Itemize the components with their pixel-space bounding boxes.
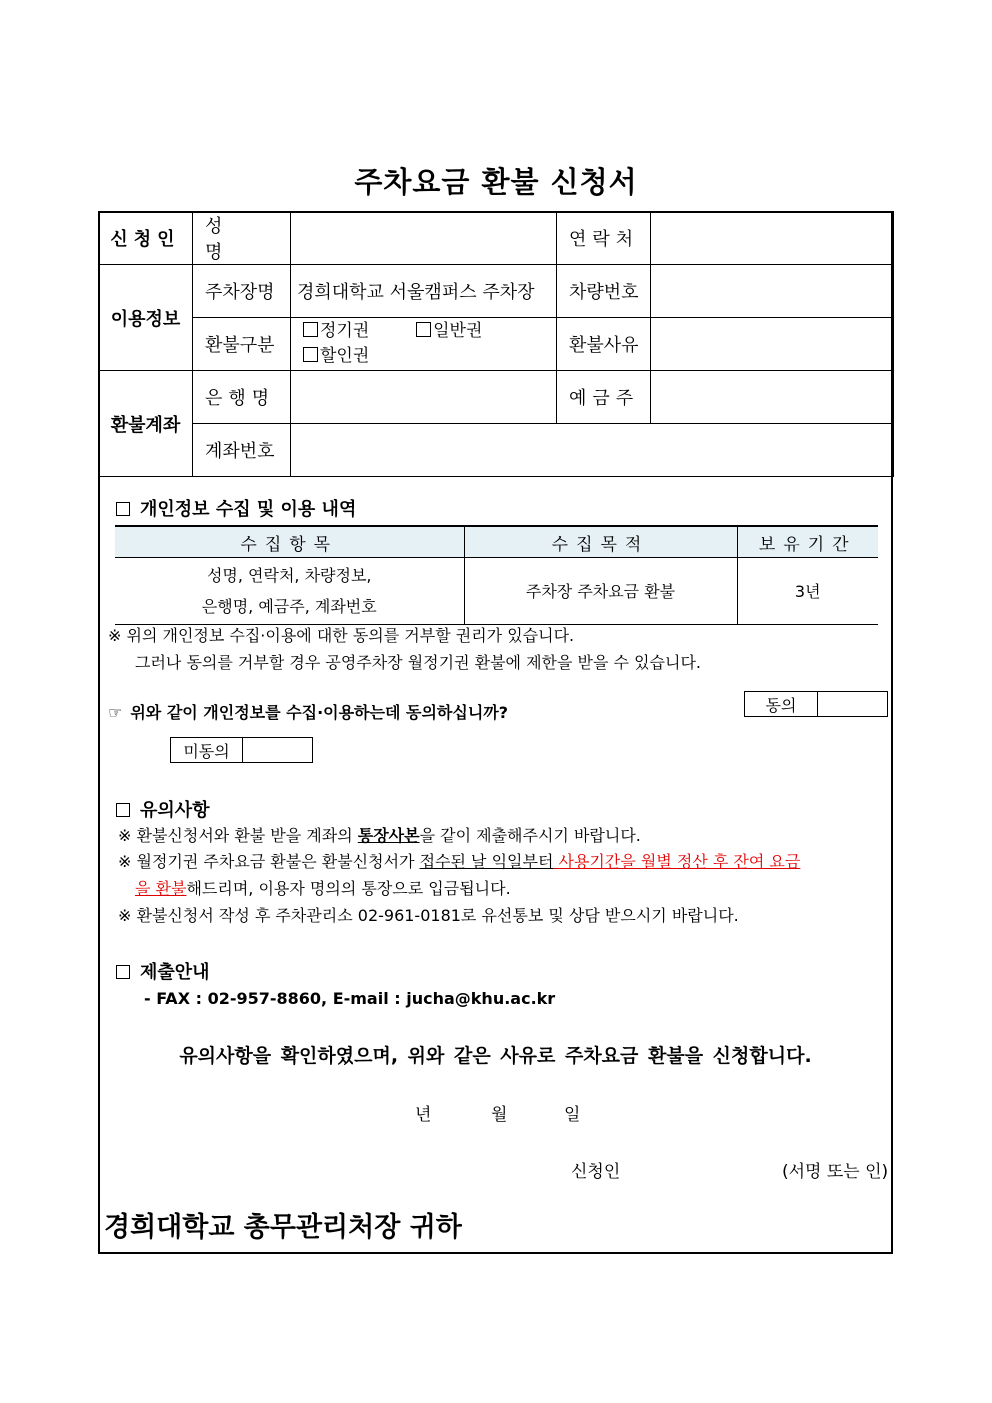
refund-type-options <box>291 318 557 371</box>
vehicle-label: 차량번호 <box>557 265 651 318</box>
square-icon <box>116 502 130 516</box>
applicant-header: 신청인 <box>99 212 193 265</box>
caution-2: ※ 월정기권 주차요금 환불은 환불신청서가 접수된 날 익일부터 사용기간을 월별 정산 후 잔여 요금 <box>118 852 801 871</box>
checkbox-regular[interactable]: 정기권 <box>303 321 369 341</box>
cautions-heading: 유의사항 <box>116 796 210 822</box>
submission-contact: - FAX : 02-957-8860, E-mail : jucha@khu.ac.kr <box>144 989 556 1008</box>
parking-lot-value: 경희대학교 서울캠퍼스 주차장 <box>291 265 557 318</box>
contact-field[interactable] <box>651 212 894 265</box>
depositor-field[interactable] <box>651 371 894 424</box>
application-table <box>98 211 894 477</box>
depositor-label: 예금주 <box>557 371 651 424</box>
privacy-note-1: ※ 위의 개인정보 수집·이용에 대한 동의를 거부할 권리가 있습니다. <box>108 626 575 645</box>
privacy-col-purpose: 수집목적 <box>464 526 737 558</box>
caution-2-cont: 을 환불해드리며, 이용자 명의의 통장으로 입금됩니다. <box>135 879 511 898</box>
pointing-hand-icon: ☞ <box>108 703 123 722</box>
usage-header: 이용정보 <box>99 265 193 371</box>
privacy-note-2: 그러나 동의를 거부할 경우 공영주차장 월정기권 환불에 제한을 받을 수 있습니다. <box>135 653 701 672</box>
contact-label: 연락처 <box>557 212 651 265</box>
page-title: 주차요금 환불 신청서 <box>354 165 638 199</box>
account-no-label: 계좌번호 <box>193 424 291 477</box>
consent-question: ☞ 위와 같이 개인정보를 수집·이용하는데 동의하십니까? <box>108 703 509 722</box>
account-no-field[interactable] <box>291 424 894 477</box>
date-year: 년 <box>415 1105 432 1125</box>
caution-3: ※ 환불신청서 작성 후 주차관리소 02-961-0181로 유선통보 및 상담 받으시기 바랍니다. <box>118 906 739 925</box>
date-month: 월 <box>491 1105 508 1125</box>
account-header: 환불계좌 <box>99 371 193 477</box>
refund-reason-field[interactable] <box>651 318 894 371</box>
bank-field[interactable] <box>291 371 557 424</box>
agree-box[interactable] <box>744 691 888 717</box>
name-field[interactable] <box>291 212 557 265</box>
checkbox-discount[interactable]: 할인권 <box>303 346 369 366</box>
signature-note: (서명 또는 인) <box>782 1162 889 1182</box>
square-icon <box>116 803 130 817</box>
privacy-table <box>115 525 878 625</box>
agree-label: 동의 <box>745 692 818 716</box>
privacy-col-retention: 보유기간 <box>737 526 878 558</box>
parking-lot-label: 주차장명 <box>193 265 291 318</box>
name-label: 성 명 <box>193 212 291 265</box>
signature-applicant: 신청인 <box>571 1162 621 1182</box>
disagree-check-field[interactable] <box>243 738 312 762</box>
refund-reason-label: 환불사유 <box>557 318 651 371</box>
submission-heading: 제출안내 <box>116 958 210 984</box>
privacy-col-items: 수집항목 <box>115 526 464 558</box>
square-icon <box>116 965 130 979</box>
checkbox-general[interactable]: 일반권 <box>416 321 482 341</box>
declaration: 유의사항을 확인하였으며, 위와 같은 사유로 주차요금 환불을 신청합니다. <box>179 1045 812 1067</box>
privacy-heading: 개인정보 수집 및 이용 내역 <box>116 495 356 521</box>
date-day: 일 <box>564 1105 581 1125</box>
disagree-box[interactable] <box>170 737 313 763</box>
bank-label: 은행명 <box>193 371 291 424</box>
privacy-items: 성명, 연락처, 차량정보, 은행명, 예금주, 계좌번호 <box>115 558 464 625</box>
privacy-retention: 3년 <box>737 558 878 625</box>
vehicle-field[interactable] <box>651 265 894 318</box>
agree-check-field[interactable] <box>818 692 887 716</box>
addressee: 경희대학교 총무관리처장 귀하 <box>104 1212 462 1243</box>
privacy-purpose: 주차장 주차요금 환불 <box>464 558 737 625</box>
refund-type-label: 환불구분 <box>193 318 291 371</box>
caution-1: ※ 환불신청서와 환불 받을 계좌의 통장사본을 같이 제출해주시기 바랍니다. <box>118 826 641 845</box>
disagree-label: 미동의 <box>171 738 243 762</box>
